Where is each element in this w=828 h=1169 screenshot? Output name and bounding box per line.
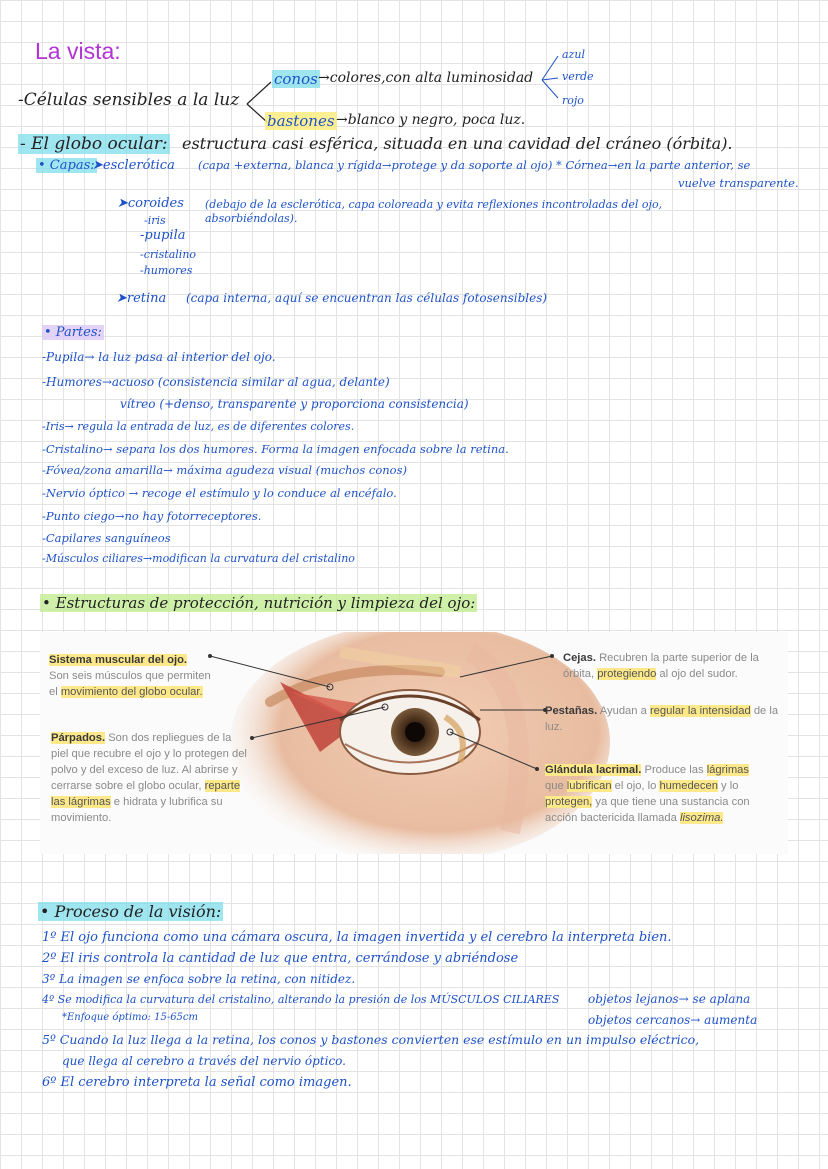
proceso-step: que llega al cerebro a través del nervio óptico.	[62, 1054, 346, 1068]
globo-label: - El globo ocular:	[20, 134, 168, 154]
coroides-desc: (debajo de la esclerótica, capa coloreada y evita reflexiones incontroladas del ojo,	[205, 198, 663, 211]
color-rojo: rojo	[562, 94, 584, 107]
proceso-step: 6º El cerebro interpreta la señal como imagen.	[42, 1075, 352, 1090]
partes-item: -Capilares sanguíneos	[42, 531, 171, 545]
estructuras-label: • Estructuras de protección, nutrición y limpieza del ojo:	[42, 594, 476, 612]
proceso-step: 5º Cuando la luz llega a la retina, los conos y bastones convierten ese estímulo en un impulso eléctrico,	[42, 1032, 700, 1047]
sistema-caption: Sistema muscular del ojo. Son seis músculos que permiten el movimiento del globo ocular.	[49, 654, 211, 698]
coroides-item: -iris	[144, 214, 166, 227]
partes-item: -Iris→ regula la entrada de luz, es de diferentes colores.	[42, 420, 355, 433]
retina-label: ➤retina	[116, 291, 167, 306]
partes-label: • Partes:	[44, 325, 102, 340]
partes-item: -Fóvea/zona amarilla→ máxima agudeza visual (muchos conos)	[42, 463, 407, 477]
esclerotica-label: ➤esclerótica	[92, 158, 175, 173]
esclerotica-desc: (capa +externa, blanca y rígida→protege y da soporte al ojo) * Córnea→en la parte anterior, se	[198, 158, 751, 172]
proceso-step: 2º El iris controla la cantidad de luz que entra, cerrándose y abriéndose	[42, 951, 519, 966]
parpados-caption: Párpados. Son dos repliegues de la piel que recubre el ojo y lo protegen del polvo y del exceso de luz. Al abrirse y cerrarse sobre el globo ocular, reparte las lágrimas e hidrata y lubrifica su movimiento.	[51, 732, 247, 824]
glandula-caption: Glándula lacrimal. Produce las lágrimas que lubrifican el ojo, lo humedecen y lo protegen, ya que tiene una sustancia con acción bactericida llamada lisozima.	[545, 764, 750, 824]
coroides-item: -cristalino	[140, 248, 197, 261]
cornea-cont: vuelve transparente.	[678, 176, 799, 190]
coroides-item: -humores	[140, 264, 193, 277]
lejanos-note: objetos lejanos→ se aplana	[588, 992, 751, 1006]
cejas-caption: Cejas. Recubren la parte superior de la órbita, protegiendo al ojo del sudor.	[563, 652, 759, 680]
partes-item: vítreo (+denso, transparente y proporciona consistencia)	[120, 397, 469, 411]
globo-desc: estructura casi esférica, situada en una cavidad del cráneo (órbita).	[182, 134, 733, 153]
partes-item: -Nervio óptico → recoge el estímulo y lo conduce al encéfalo.	[42, 486, 397, 500]
pupil	[405, 722, 425, 742]
conos-label: conos	[274, 70, 318, 88]
partes-item: -Músculos ciliares→modifican la curvatura del cristalino	[42, 552, 355, 565]
conos-desc: →colores,con alta luminosidad	[318, 70, 534, 86]
pestanas-caption: Pestañas. Ayudan a regular la intensidad de la luz.	[545, 705, 779, 733]
celulas-label: -Células sensibles a la luz	[18, 90, 240, 110]
proceso-step: 1º El ojo funciona como una cámara oscura, la imagen invertida y el cerebro la interpreta bien.	[42, 930, 672, 945]
bastones-desc: →blanco y negro, poca luz.	[336, 112, 526, 128]
bastones-label: bastones	[267, 112, 335, 130]
coroides-desc2: absorbiéndolas).	[205, 212, 298, 225]
color-branch	[540, 50, 564, 110]
page-title: La vista:	[35, 38, 121, 64]
eye-figure	[40, 632, 788, 854]
proceso-step: 4º Se modifica la curvatura del cristalino, alterando la presión de los MÚSCULOS CILIARES	[42, 993, 560, 1006]
color-azul: azul	[562, 48, 585, 61]
cercanos-note: objetos cercanos→ aumenta	[588, 1013, 758, 1027]
partes-item: -Pupila→ la luz pasa al interior del ojo.	[42, 350, 276, 364]
coroides-item: -pupila	[140, 228, 186, 243]
retina-desc: (capa interna, aquí se encuentran las células fotosensibles)	[186, 291, 548, 305]
coroides-label: ➤coroides	[117, 196, 184, 211]
proceso-step: 3º La imagen se enfoca sobre la retina, con nitidez.	[42, 972, 356, 986]
proceso-label: • Proceso de la visión:	[40, 902, 222, 921]
color-verde: verde	[562, 70, 594, 83]
capas-label: • Capas:	[38, 158, 95, 173]
proceso-step: *Enfoque óptimo: 15-65cm	[62, 1012, 199, 1023]
partes-item: -Humores→acuoso (consistencia similar al agua, delante)	[42, 375, 390, 389]
partes-item: -Punto ciego→no hay fotorreceptores.	[42, 509, 262, 523]
partes-item: -Cristalino→ separa los dos humores. Forma la imagen enfocada sobre la retina.	[42, 442, 509, 456]
